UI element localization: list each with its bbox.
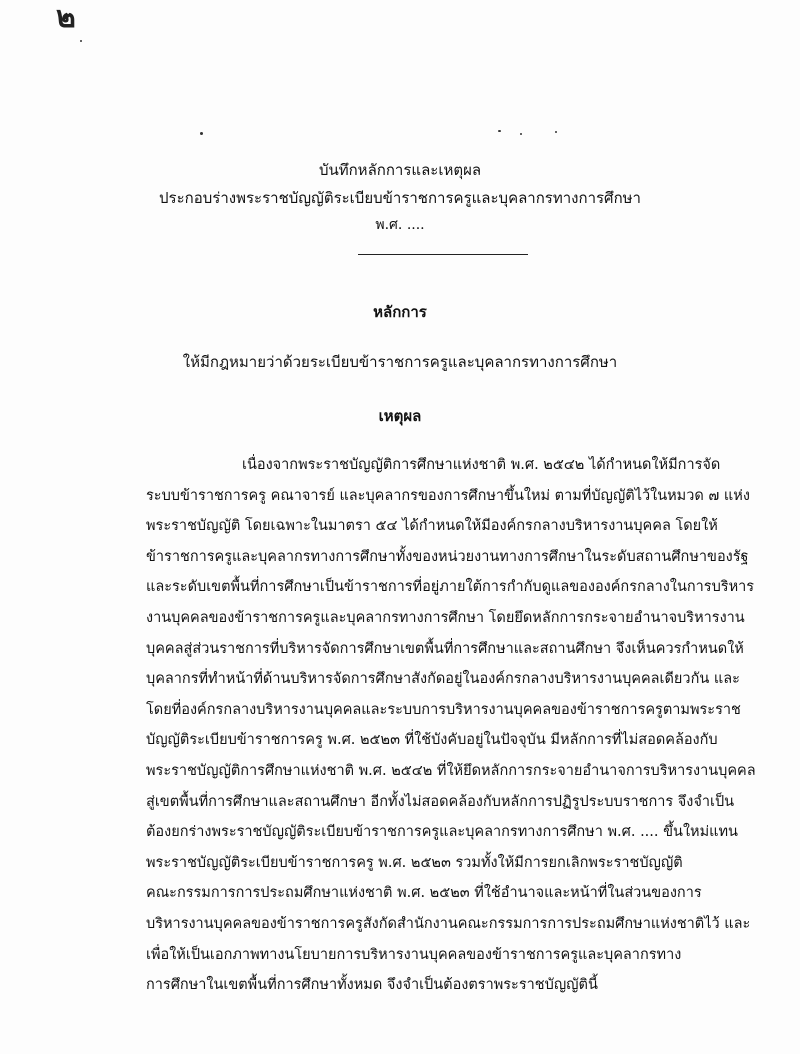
principle-heading: หลักการ <box>373 303 427 321</box>
paragraph-line: บุคลากรที่ทำหน้าที่ด้านบริหารจัดการศึกษาสังกัดอยู่ในองค์กรกลางบริหารงานบุคคลเดียวกัน และ <box>146 671 740 688</box>
paragraph-line: และระดับเขตพื้นที่การศึกษาเป็นข้าราชการที่อยู่ภายใต้การกำกับดูแลขององค์กรกลางในการบริหาร <box>146 579 755 596</box>
scan-speck <box>200 132 203 135</box>
paragraph-line: พระราชบัญญัติการศึกษาแห่งชาติ พ.ศ. ๒๕๔๒ ที่ให้ยึดหลักการกระจายอำนาจการบริหารงานบุคคล <box>146 762 756 779</box>
paragraph-line: คณะกรรมการการประถมศึกษาแห่งชาติ พ.ศ. ๒๕๒๓ ที่ใช้อำนาจและหน้าที่ในส่วนของการ <box>146 885 702 902</box>
scan-speck <box>555 131 557 133</box>
paragraph-line: บุคคลสู่ส่วนราชการที่บริหารจัดการศึกษาเขตพื้นที่การศึกษาและสถานศึกษา จึงเห็นควรกำหนดให้ <box>146 640 744 657</box>
document-year: พ.ศ. .... <box>375 217 425 233</box>
paragraph-line: เนื่องจากพระราชบัญญัติการศึกษาแห่งชาติ พ.ศ. ๒๕๔๒ ได้กำหนดให้มีการจัด <box>242 457 721 473</box>
paragraph-line: ข้าราชการครูและบุคลากรทางการศึกษาทั้งของหน่วยงานทางการศึกษาในระดับสถานศึกษาของรัฐ <box>146 548 749 565</box>
document-title: บันทึกหลักการและเหตุผล <box>318 161 482 179</box>
paragraph-line: ระบบข้าราชการครู คณาจารย์ และบุคลากรของการศึกษาขึ้นใหม่ ตามที่บัญญัติไว้ในหมวด ๗ แห่ง <box>146 487 750 504</box>
paragraph-line: พระราชบัญญัติระเบียบข้าราชการครู พ.ศ. ๒๕๒๓ รวมทั้งให้มีการยกเลิกพระราชบัญญัติ <box>146 854 683 871</box>
paragraph-line: งานบุคคลของข้าราชการครูและบุคลากรทางการศึกษา โดยยึดหลักการกระจายอำนาจบริหารงาน <box>146 609 745 626</box>
paragraph-line: สู่เขตพื้นที่การศึกษาและสถานศึกษา อีกทั้งไม่สอดคล้องกับหลักการปฏิรูประบบราชการ จึงจำเป็น <box>146 793 735 810</box>
paragraph-line: ต้องยกร่างพระราชบัญญัติระเบียบข้าราชการครูและบุคลากรทางการศึกษา พ.ศ. .... ขึ้นใหม่แทน <box>146 824 738 841</box>
document-subtitle: ประกอบร่างพระราชบัญญัติระเบียบข้าราชการครูและบุคลากรทางการศึกษา <box>159 189 641 207</box>
paragraph-line: การศึกษาในเขตพื้นที่การศึกษาทั้งหมด จึงจำเป็นต้องตราพระราชบัญญัตินี้ <box>146 977 598 994</box>
reason-paragraph <box>146 450 786 1001</box>
reason-heading: เหตุผล <box>378 407 422 425</box>
paragraph-line: บัญญัติระเบียบข้าราชการครู พ.ศ. ๒๕๒๓ ที่ใช้บังคับอยู่ในปัจจุบัน มีหลักการที่ไม่สอดคล้องกับ <box>146 732 718 749</box>
scan-speck <box>520 133 522 135</box>
scan-speck <box>80 40 82 42</box>
paragraph-line: บริหารงานบุคคลของข้าราชการครูสังกัดสำนักงานคณะกรรมการการประถมศึกษาแห่งชาติไว้ และ <box>146 915 751 932</box>
scan-speck <box>498 130 501 132</box>
page-number: ๒ <box>56 0 76 35</box>
paragraph-line: เพื่อให้เป็นเอกภาพทางนโยบายการบริหารงานบุคคลของข้าราชการครูและบุคลากรทาง <box>146 946 682 963</box>
paragraph-line: โดยที่องค์กรกลางบริหารงานบุคคลและระบบการบริหารงานบุคคลของข้าราชการครูตามพระราช <box>146 701 741 718</box>
title-divider <box>358 254 528 255</box>
principle-text: ให้มีกฎหมายว่าด้วยระเบียบข้าราชการครูและบุคลากรทางการศึกษา <box>182 353 618 371</box>
paragraph-line: พระราชบัญญัติ โดยเฉพาะในมาตรา ๕๔ ได้กำหนดให้มีองค์กรกลางบริหารงานบุคคล โดยให้ <box>146 518 718 535</box>
